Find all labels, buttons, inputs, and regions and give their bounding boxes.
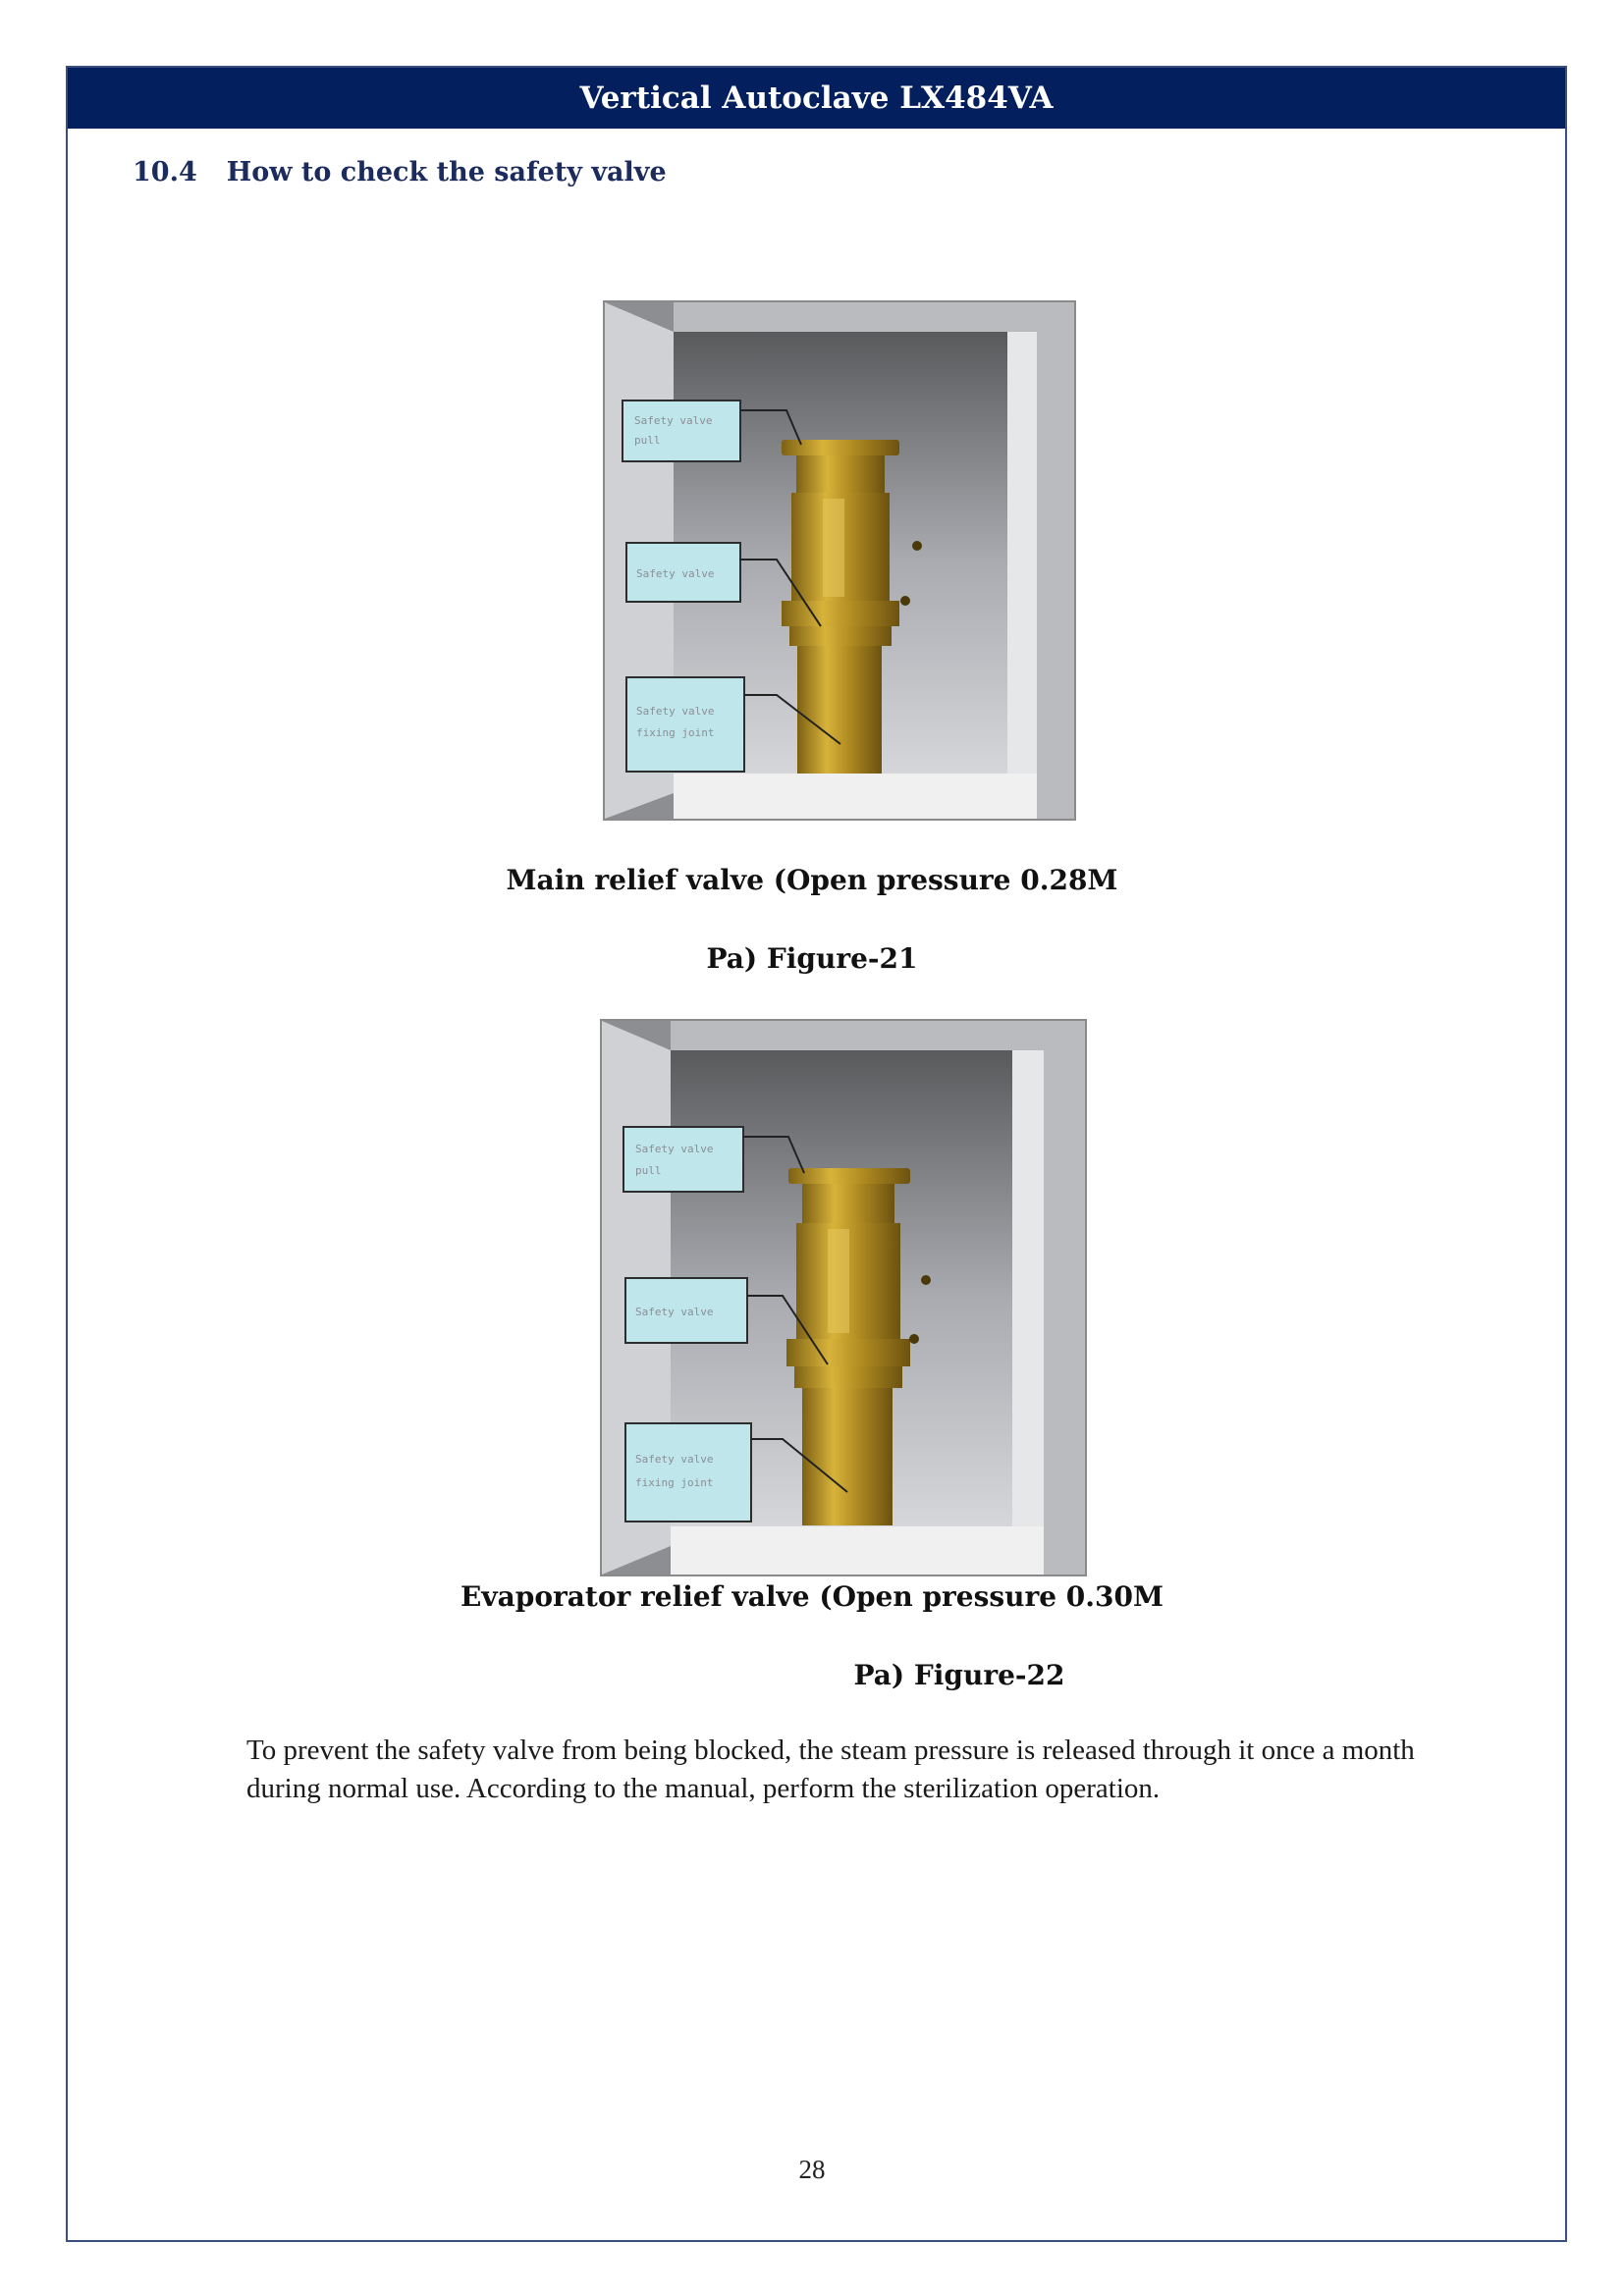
figure-21-caption-line2: Pa) Figure-21 bbox=[706, 942, 918, 975]
callout-label: pull bbox=[635, 1164, 662, 1177]
callout-box bbox=[626, 677, 744, 772]
section-number: 10.4 bbox=[133, 157, 197, 187]
figure-22-caption-line1: Evaporator relief valve (Open pressure 0.30M bbox=[460, 1580, 1164, 1613]
header-bar bbox=[68, 68, 1565, 129]
callout-box bbox=[625, 1423, 751, 1522]
callout-label: pull bbox=[634, 434, 661, 447]
figure-21-photo bbox=[603, 300, 1076, 821]
callout-label: Safety valve bbox=[636, 567, 715, 580]
document-title: Vertical Autoclave LX484VA bbox=[579, 80, 1054, 116]
callout-box bbox=[623, 1127, 743, 1192]
figure-22-photo bbox=[600, 1019, 1087, 1576]
callout-label: Safety valve bbox=[635, 1143, 714, 1155]
body-paragraph: To prevent the safety valve from being blocked, the steam pressure is released through it once a month during normal use. According to the manual, perform the sterilization operation. bbox=[246, 1735, 1415, 1804]
callout-label: Safety valve bbox=[634, 414, 713, 427]
figure-21-caption-line1: Main relief valve (Open pressure 0.28M bbox=[506, 864, 1118, 896]
callout-box bbox=[623, 400, 740, 461]
callout-label: fixing joint bbox=[635, 1476, 714, 1489]
callout-label: Safety valve bbox=[635, 1453, 714, 1466]
callout-label: Safety valve bbox=[635, 1306, 714, 1318]
callout-label: fixing joint bbox=[636, 726, 715, 739]
page-number: 28 bbox=[798, 2155, 826, 2184]
safety-valve-photo bbox=[605, 302, 1074, 819]
safety-valve-photo bbox=[602, 1021, 1085, 1575]
section-title: How to check the safety valve bbox=[226, 157, 667, 187]
callout-label: Safety valve bbox=[636, 705, 715, 718]
figure-22-caption-line2: Pa) Figure-22 bbox=[853, 1659, 1065, 1691]
section-heading bbox=[133, 157, 667, 187]
